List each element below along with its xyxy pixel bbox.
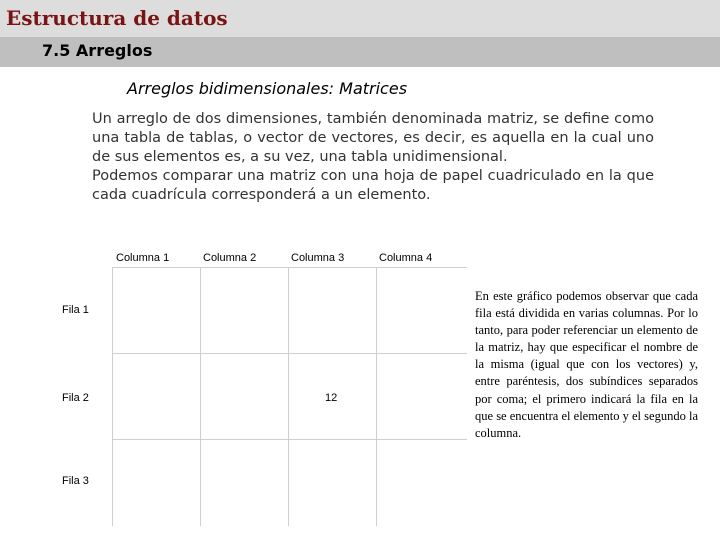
matrix-diagram xyxy=(56,247,466,525)
row-header-1: Fila 1 xyxy=(62,304,89,316)
title-bar xyxy=(0,0,720,37)
grid-line xyxy=(113,439,467,440)
row-header-2: Fila 2 xyxy=(62,392,89,404)
body-text xyxy=(92,110,654,205)
section-heading: 7.5 Arreglos xyxy=(42,41,153,60)
paragraph-definition: Un arreglo de dos dimensiones, también denominada matriz, se define como una tabla de tablas, o vector de vectores, es decir, es aquella en la cual uno de sus elementos es, a su vez, una tabla unidimensional. xyxy=(92,111,654,165)
section-bar xyxy=(0,37,720,67)
matrix-grid xyxy=(112,267,467,526)
paragraph-comparison: Podemos comparar una matriz con una hoja de papel cuadriculado en la que cada cuadrícula corresponderá a un elemento. xyxy=(92,168,654,203)
side-note: En este gráfico podemos observar que cada fila está dividida en varias columnas. Por lo tanto, para poder referenciar un elemento de la matriz, hay que especificar el nombre de la misma (igual que con los vectores) y, entre paréntesis, dos subíndices separados por coma; el primero indicará la fila en la que se encuentra el elemento y el segundo la columna. xyxy=(475,289,698,440)
slide-title: Estructura de datos xyxy=(6,6,228,30)
matrix-cell-value: 12 xyxy=(325,392,338,404)
grid-line xyxy=(200,268,201,526)
grid-line xyxy=(288,268,289,526)
column-header-3: Columna 3 xyxy=(291,252,345,264)
row-header-3: Fila 3 xyxy=(62,475,89,487)
column-header-1: Columna 1 xyxy=(116,252,170,264)
column-header-4: Columna 4 xyxy=(379,252,433,264)
column-header-2: Columna 2 xyxy=(203,252,257,264)
grid-line xyxy=(376,268,377,526)
subtitle: Arreglos bidimensionales: Matrices xyxy=(127,79,408,98)
grid-line xyxy=(113,353,467,354)
